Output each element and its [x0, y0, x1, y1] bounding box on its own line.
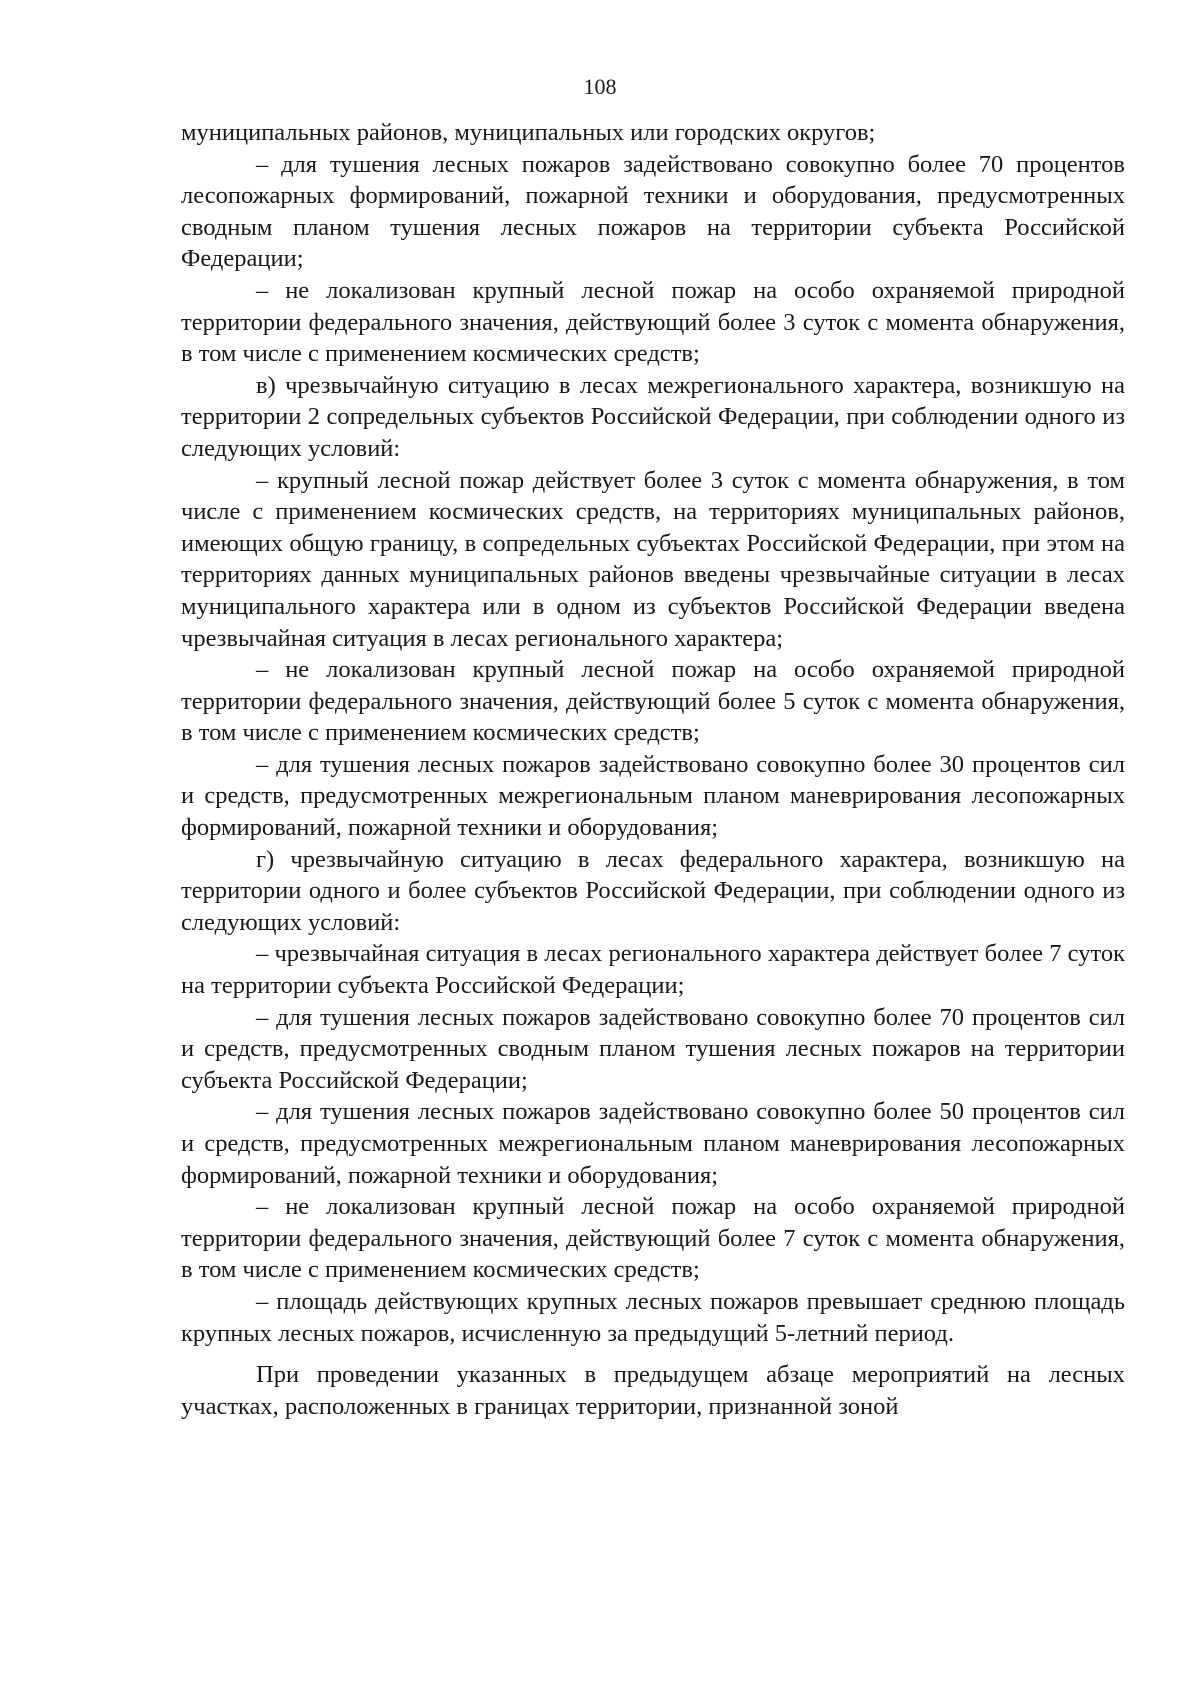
list-item-dash: – площадь действующих крупных лесных пожаров превышает среднюю площадь крупных лесных пожаров, исчисленную за предыдущий 5-летний период. — [181, 1287, 1125, 1347]
list-item-dash: – не локализован крупный лесной пожар на особо охраняемой природной территории федерального значения, действующий более 7 суток с момента обнаружения, в том числе с применением космических средств; — [181, 1193, 1125, 1284]
list-item-dash: – не локализован крупный лесной пожар на особо охраняемой природной территории федерального значения, действующий более 5 суток с момента обнаружения, в том числе с применением космических средств; — [181, 656, 1125, 747]
list-item-dash: – не локализован крупный лесной пожар на особо охраняемой природной территории федерального значения, действующий более 3 суток с момента обнаружения, в том числе с применением космических средств; — [181, 276, 1125, 368]
document-body — [181, 117, 1125, 1422]
list-item-dash: – для тушения лесных пожаров задействовано совокупно более 50 процентов сил и средств, предусмотренных межрегиональным планом маневрирования лесопожарных формирований, пожарной техники и оборудования; — [181, 1098, 1125, 1189]
subparagraph-g: г) чрезвычайную ситуацию в лесах федерального характера, возникшую на территории одного и более субъектов Российской Федерации, при соблюдении одного из следующих условий: — [181, 845, 1125, 936]
paragraph-continuation: муниципальных районов, муниципальных или городских округов; — [181, 119, 876, 146]
subparagraph-v: в) чрезвычайную ситуацию в лесах межрегионального характера, возникшую на территории 2 сопредельных субъектов Российской Федерации, при соблюдении одного из следующих условий: — [181, 371, 1125, 462]
list-item-dash: – для тушения лесных пожаров задействовано совокупно более 30 процентов сил и средств, предусмотренных межрегиональным планом маневрирования лесопожарных формирований, пожарной техники и оборудования; — [181, 750, 1125, 842]
list-item-dash: – чрезвычайная ситуация в лесах регионального характера действует более 7 суток на территории субъекта Российской Федерации; — [181, 940, 1125, 1000]
list-item-dash: – крупный лесной пожар действует более 3 суток с момента обнаружения, в том числе с применением космических средств, на территориях муниципальных районов, имеющих общую границу, в сопредельных субъектах Российской Федерации, при этом на территориях данных муниципальных районов введены чрезвычайные ситуации в лесах муниципального характера или в одном из субъектов Российской Федерации введена чрезвычайная ситуация в лесах регионального характера; — [181, 466, 1125, 652]
page-number: 108 — [583, 74, 617, 99]
list-item-dash: – для тушения лесных пожаров задействовано совокупно более 70 процентов сил и средств, предусмотренных сводным планом тушения лесных пожаров на территории субъекта Российской Федерации; — [181, 1003, 1125, 1094]
list-item-dash: – для тушения лесных пожаров задействовано совокупно более 70 процентов лесопожарных формирований, пожарной техники и оборудования, предусмотренных сводным планом тушения лесных пожаров на территории субъекта Российской Федерации; — [181, 150, 1125, 273]
body-paragraph: При проведении указанных в предыдущем абзаце мероприятий на лесных участках, расположенных в границах территории, признанной зоной — [181, 1361, 1125, 1420]
